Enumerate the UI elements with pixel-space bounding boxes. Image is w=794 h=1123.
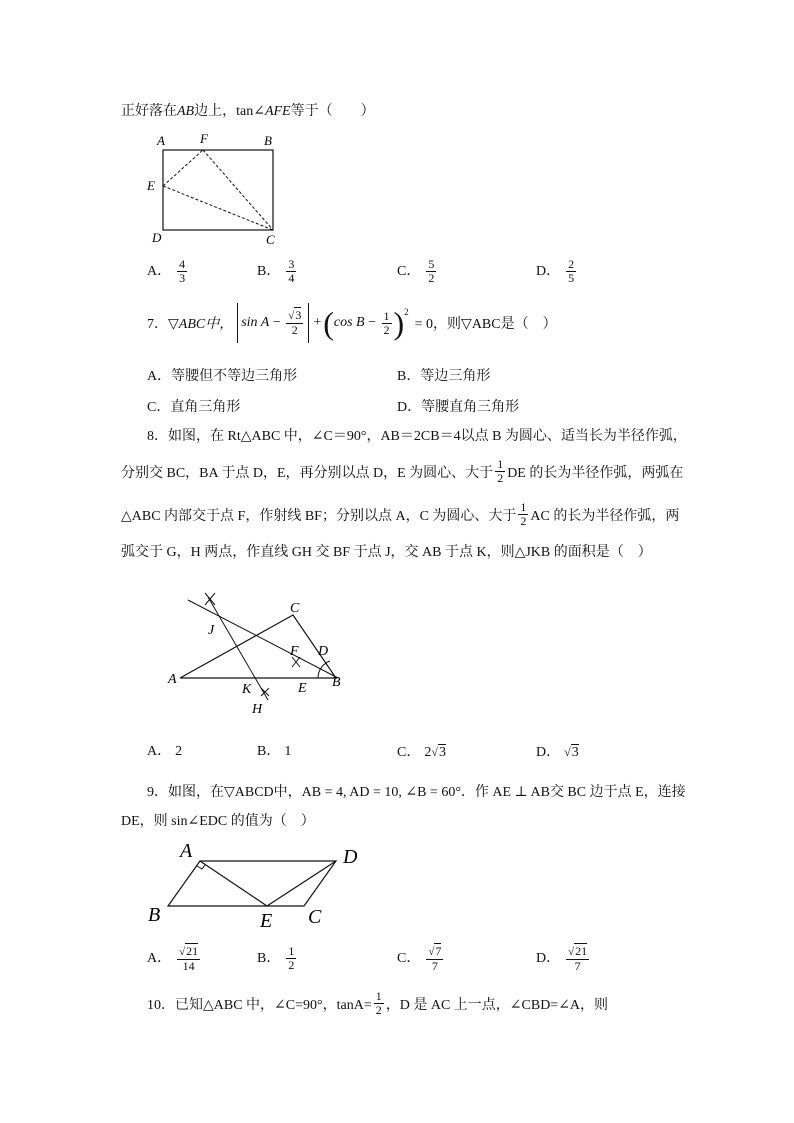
option-text: 2 xyxy=(424,745,432,760)
q8-line-4: 弧交于 G，H 两点，作直线 GH 交 BF 于点 J，交 AB 于点 K，则△JKB 的面积是（ ） xyxy=(121,545,652,560)
q8-label-d: D xyxy=(318,644,329,659)
denominator: 4 xyxy=(288,271,295,285)
fraction-half xyxy=(518,501,528,528)
q10-text: ，D 是 AC 上一点，∠CBD=∠A，则 xyxy=(385,997,609,1013)
q8-line-gh xyxy=(208,597,268,700)
denominator: 2 xyxy=(520,514,527,528)
denominator: 2 xyxy=(375,1003,382,1017)
q8-cross-g xyxy=(205,593,215,605)
fraction xyxy=(286,945,296,972)
q6-segment: AB xyxy=(177,104,195,119)
q8-label-j: J xyxy=(208,623,215,638)
q9-line-1: 9．如图，在▽ABCD中，AB = 4, AD = 10, ∠B = 60°．作 AE ⊥ AB交 BC 边于点 E，连接 xyxy=(147,785,686,800)
q8-option-a[interactable] xyxy=(147,743,182,761)
numerator: 3 xyxy=(288,257,295,271)
q6-line-fc xyxy=(203,150,273,230)
q7-number: 7． xyxy=(147,317,168,332)
q8-ray-bf xyxy=(188,600,338,678)
option-key: D． xyxy=(536,951,561,966)
q6-option-b[interactable] xyxy=(257,258,298,285)
radicand: 21 xyxy=(186,944,199,958)
q9-right-angle-mark xyxy=(197,865,205,869)
denominator: 2 xyxy=(497,471,504,485)
q6-label-f: F xyxy=(200,131,208,146)
fraction xyxy=(426,258,436,285)
option-text: 等腰但不等边三角形 xyxy=(171,369,298,384)
q8-label-a: A xyxy=(168,672,177,687)
q9-option-a[interactable] xyxy=(147,945,202,973)
denominator: 14 xyxy=(182,959,195,973)
fraction xyxy=(286,258,296,285)
fraction xyxy=(566,258,576,285)
option-key: C． xyxy=(397,951,421,966)
numerator: 1 xyxy=(375,989,382,1003)
q7-abs-expression: sin A − $\frac{√3}{2}$ xyxy=(237,303,309,343)
q8-line-3 xyxy=(121,501,679,528)
q8-label-b: B xyxy=(332,675,341,690)
option-key: C． xyxy=(397,263,421,279)
q6-label-d: D xyxy=(152,230,162,245)
q8-label-k: K xyxy=(242,682,252,697)
option-key: B． xyxy=(257,263,281,279)
q9-segment-ae xyxy=(200,861,267,906)
denominator: 7 xyxy=(574,959,581,973)
q8-label-f: F xyxy=(290,644,299,659)
q9-option-c[interactable] xyxy=(397,945,445,973)
q8-text: △ABC 内部交于点 F，作射线 BF；分别以点 A，C 为圆心、大于 xyxy=(121,508,517,524)
q8-text: DE 的长为半径作弧，两弧在 xyxy=(507,465,684,481)
q8-label-e: E xyxy=(298,681,307,696)
q7-stem: 7． ▽ABC中， sin A − $\frac{√3}{2}$ + ( cos B − $\frac{1}{2}$ ) $^2$ = 0，则▽ABC是（ ） xyxy=(147,305,557,341)
q6-label-b: B xyxy=(264,133,272,148)
q10-stem xyxy=(147,990,608,1017)
option-key: C． xyxy=(147,400,171,415)
option-key: A． xyxy=(147,951,172,966)
q7-triangle: ▽ABC中， xyxy=(168,317,234,332)
q7-option-d[interactable] xyxy=(397,396,519,416)
q8-text: AC 的长为半径作弧，两 xyxy=(530,508,680,524)
radicand: 21 xyxy=(575,944,588,958)
q6-label-a: A xyxy=(157,133,165,148)
q7-equation-tail: = 0，则▽ABC是（ ） xyxy=(414,317,557,332)
q6-stem-part: 等于（ ） xyxy=(290,104,375,119)
option-key: D． xyxy=(397,400,422,415)
q8-label-h: H xyxy=(252,702,263,717)
q6-stem xyxy=(121,103,375,121)
q7-option-b[interactable] xyxy=(397,365,490,385)
q8-option-d[interactable]: D． √3 xyxy=(536,744,579,760)
option-text: 等腰直角三角形 xyxy=(421,400,520,415)
q6-line-ec xyxy=(163,186,273,230)
q9-figure xyxy=(140,835,380,935)
fraction xyxy=(177,258,187,285)
option-key: A． xyxy=(147,263,172,279)
q6-line-ef xyxy=(163,150,203,186)
q6-option-c[interactable] xyxy=(397,258,438,285)
numerator: 5 xyxy=(428,257,435,271)
q8-option-b[interactable] xyxy=(257,743,291,761)
q9-label-c: C xyxy=(308,906,322,928)
q6-stem-part: 边上，tan∠ xyxy=(194,104,265,119)
q9-segment-de xyxy=(267,861,336,906)
option-key: B． xyxy=(397,369,421,384)
option-text: 1 xyxy=(284,744,292,759)
q6-angle: AFE xyxy=(264,104,291,119)
q9-option-b[interactable] xyxy=(257,945,298,972)
fraction: $\frac{√21}{14}$ xyxy=(179,944,199,973)
q8-label-c: C xyxy=(290,601,300,616)
fraction xyxy=(374,990,384,1017)
fraction: $\frac{√7}{7}$ xyxy=(428,944,442,973)
option-key: B． xyxy=(257,744,281,759)
q9-option-d[interactable] xyxy=(536,945,591,973)
q8-line-2 xyxy=(121,458,683,485)
numerator: 1 xyxy=(497,457,504,471)
denominator: 3 xyxy=(179,271,186,285)
q7-option-a[interactable] xyxy=(147,365,297,385)
q7-option-c[interactable] xyxy=(147,396,240,416)
numerator: 2 xyxy=(568,257,575,271)
option-key: D． xyxy=(536,263,561,279)
radicand: 3 xyxy=(438,745,446,760)
option-text: 等边三角形 xyxy=(420,369,491,384)
numerator: 1 xyxy=(520,500,527,514)
denominator: 7 xyxy=(431,959,438,973)
option-key: D． xyxy=(536,744,561,760)
q6-rectangle xyxy=(163,150,273,230)
q8-option-c[interactable]: C． 2√3 xyxy=(397,744,446,760)
q8-figure xyxy=(160,585,360,720)
q6-stem-part: 正好落在 xyxy=(121,104,177,119)
option-text: 直角三角形 xyxy=(170,400,241,415)
q6-figure xyxy=(140,128,290,246)
fraction-half xyxy=(495,458,505,485)
radicand: 7 xyxy=(435,944,442,958)
q8-triangle xyxy=(180,615,336,678)
q6-option-a[interactable] xyxy=(147,258,189,285)
option-key: B． xyxy=(257,950,281,966)
q6-label-c: C xyxy=(266,232,275,246)
option-key: A． xyxy=(147,744,172,759)
fraction: $\frac{√21}{7}$ xyxy=(568,944,588,973)
radicand: 3 xyxy=(571,745,579,760)
q9-label-e: E xyxy=(260,910,273,932)
q7-cos-expression: ( cos B − $\frac{1}{2}$ ) $^2$ xyxy=(323,305,409,341)
q9-label-a: A xyxy=(180,840,193,862)
q6-option-d[interactable] xyxy=(536,258,578,285)
denominator: 2 xyxy=(288,958,295,972)
denominator: 2 xyxy=(428,271,435,285)
q9-line-2: DE，则 sin∠EDC 的值为（ ） xyxy=(121,814,315,829)
q9-label-d: D xyxy=(343,846,358,868)
q8-text: 分别交 BC，BA 于点 D，E，再分别以点 D，E 为圆心、大于 xyxy=(121,465,494,481)
numerator: 4 xyxy=(179,257,186,271)
q6-label-e: E xyxy=(147,178,155,193)
q9-label-b: B xyxy=(148,904,161,926)
option-key: C． xyxy=(397,744,421,760)
q10-text: 10．已知△ABC 中，∠C=90°，tanA= xyxy=(147,997,372,1013)
q9-parallelogram xyxy=(168,861,336,906)
option-key: A． xyxy=(147,369,172,384)
option-text: 2 xyxy=(175,744,183,759)
q8-arc xyxy=(318,661,330,678)
q8-line-1: 8．如图，在 Rt△ABC 中，∠C＝90°，AB＝2CB＝4以点 B 为圆心、适当长为半径作弧， xyxy=(147,429,687,444)
denominator: 5 xyxy=(568,271,575,285)
numerator: 1 xyxy=(288,944,295,958)
